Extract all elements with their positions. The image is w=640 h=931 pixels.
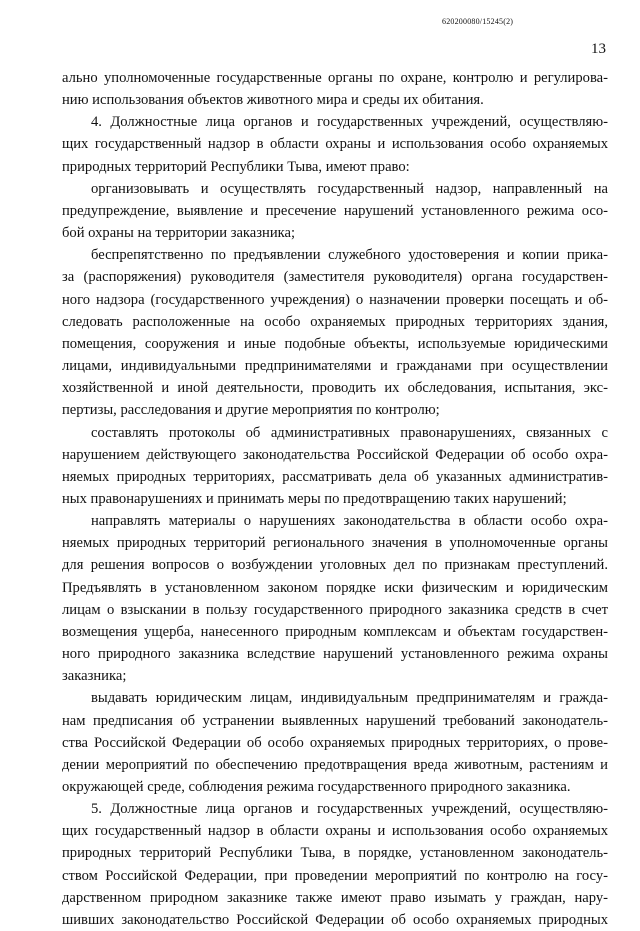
text-line: следовать расположенные на особо охраняемых природных территориях здания,	[62, 313, 608, 330]
text-line: щих государственный надзор в области охраны и использования особо охраняемых	[62, 136, 608, 153]
text-line: заказника;	[62, 668, 127, 685]
text-line: пертизы, расследования и другие мероприятия по контролю;	[62, 402, 440, 419]
text-line: няемых природных территорий регионального значения в уполномоченные органы	[62, 535, 608, 552]
text-line: 4. Должностные лица органов и государственных учреждений, осуществляю-	[91, 114, 608, 131]
text-line: ного природного заказника вследствие нарушений установленного режима охраны	[62, 646, 608, 663]
text-line: нарушением действующего законодательства Российской Федерации об особо охра-	[62, 446, 608, 463]
text-line: природных территорий Республики Тыва, в порядке, установленном законодатель-	[62, 845, 608, 862]
text-line: ных правонарушениях и принимать меры по предотвращению таких нарушений;	[62, 490, 567, 507]
page-number: 13	[591, 41, 606, 57]
text-line: направлять материалы о нарушениях законодательства в области особо охра-	[91, 513, 608, 530]
text-line: лицам о взыскании в пользу государственного природного заказника средств в счет	[62, 601, 608, 618]
text-line: ством Российской Федерации, при проведении мероприятий по контролю на госу-	[62, 867, 608, 884]
text-line: беспрепятственно по предъявлении служебного удостоверения и копии прика-	[91, 247, 608, 264]
document-body	[62, 67, 608, 931]
text-line: нам предписания об устранении выявленных нарушений требований законодатель-	[62, 712, 608, 729]
text-line: дении мероприятий по обеспечению предотвращения вреда животным, растениям и	[62, 756, 608, 773]
text-line: шивших законодательство Российской Федерации об особо охраняемых природных	[62, 911, 608, 928]
text-line: бой охраны на территории заказника;	[62, 225, 296, 242]
text-line: предупреждение, выявление и пресечение нарушений установленного режима осо-	[62, 202, 608, 219]
text-line: дарственном природном заказнике также имеют право изымать у граждан, нару-	[62, 889, 608, 906]
text-line: Предъявлять в установленном законом порядке иски физическим и юридическим	[62, 579, 608, 596]
text-line: хозяйственной и иной деятельности, проводить их обследования, испытания, экс-	[62, 380, 608, 397]
text-line: ально уполномоченные государственные органы по охране, контролю и регулирова-	[62, 70, 608, 86]
document-code: 620200080/15245(2)	[442, 17, 514, 26]
text-line: выдавать юридическим лицам, индивидуальным предпринимателям и гражда-	[91, 690, 608, 707]
text-line: составлять протоколы об административных правонарушениях, связанных с	[91, 424, 608, 441]
text-line: за (распоряжения) руководителя (заместителя руководителя) органа государствен-	[62, 269, 608, 286]
text-line: няемых природных территориях, рассматривать дела об указанных административ-	[62, 468, 608, 485]
text-line: окружающей среде, соблюдения режима государственного природного заказника.	[62, 779, 571, 795]
text-line: 5. Должностные лица органов и государственных учреждений, осуществляю-	[91, 801, 608, 818]
text-line: для решения вопросов о возбуждении уголовных дел по признакам преступлений.	[62, 557, 608, 574]
text-line: щих государственный надзор в области охраны и использования особо охраняемых	[62, 823, 608, 840]
text-line: нию использования объектов животного мира и среды их обитания.	[62, 92, 484, 109]
text-line: возмещения ущерба, нанесенного природным комплексам и объектам государствен-	[62, 623, 608, 640]
text-line: природных территорий Республики Тыва, имеют право:	[62, 158, 410, 175]
text-line: организовывать и осуществлять государственный надзор, направленный на	[91, 180, 608, 197]
text-line: ного надзора (государственного учреждения) о назначении проверки посещать и об-	[62, 291, 608, 308]
text-line: лицами, индивидуальными предпринимателями и гражданами при осуществлении	[62, 358, 608, 375]
text-line: ства Российской Федерации об особо охраняемых природных территориях, о прове-	[62, 734, 608, 751]
text-line: помещения, сооружения и иные подобные объекты, используемые юридическими	[62, 335, 608, 352]
